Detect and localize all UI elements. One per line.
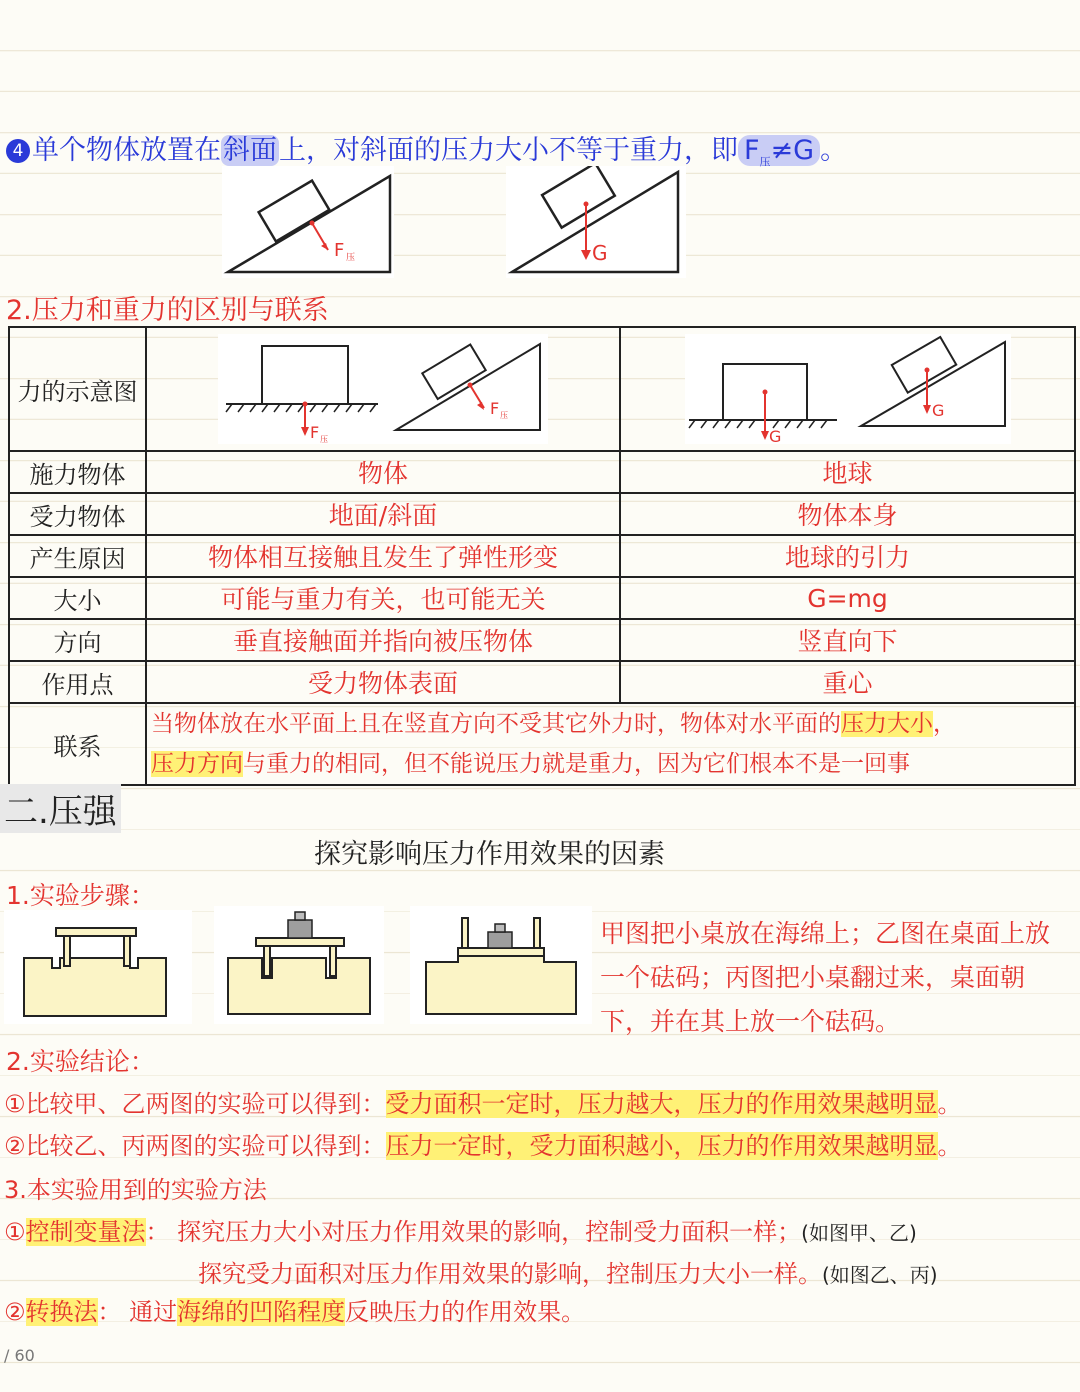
gravity-cell: 地球的引力 [620,535,1075,577]
experiment-figure-jia [4,910,192,1024]
experiment-figure-bing [410,906,592,1024]
page-number: / 60 [4,1346,35,1365]
row-label: 受力物体 [9,493,146,535]
incline-pressure-figure [222,166,394,278]
pressure-diagram-cell [146,327,620,451]
row-label: 方向 [9,619,146,661]
pressure-cell: 受力物体表面 [146,661,620,703]
row-label: 产生原因 [9,535,146,577]
svg-text:F: F [310,423,320,442]
pressure-cell: 垂直接触面并指向被压物体 [146,619,620,661]
svg-text:G: G [931,401,944,420]
gravity-cell: G=mg [620,577,1075,619]
method-2: ②转换法： 通过海绵的凹陷程度反映压力的作用效果。 [4,1298,586,1326]
pressure-cell: 地面/斜面 [146,493,620,535]
relation-cell: 当物体放在水平面上且在竖直方向不受其它外力时，物体对水平面的压力大小， 压力方向与重力的相同，但不能说压力就是重力，因为它们根本不是一回事 [146,703,1075,785]
svg-text:F: F [490,399,500,418]
experiment-title: 探究影响压力作用效果的因素 [314,839,665,870]
gravity-label: G [592,241,608,265]
svg-text:压: 压 [346,253,356,263]
gravity-cell: 重心 [620,661,1075,703]
method-1-line-2: 探究受力面积对压力作用效果的影响，控制压力大小一样。(如图乙、丙) [198,1260,938,1288]
gravity-cell: 地球 [620,451,1075,493]
method-1: ①控制变量法： 探究压力大小对压力作用效果的影响，控制受力面积一样；(如图甲、乙) [4,1218,917,1246]
steps-description: 甲图把小桌放在海绵上；乙图在桌面上放一个砝码；丙图把小桌翻过来，桌面朝下，并在其上放一个砝码。 [600,919,1051,1036]
pressure-cell: 物体相互接触且发生了弹性形变 [146,535,620,577]
conclusion-1: ①比较甲、乙两图的实验可以得到：受力面积一定时，压力越大，压力的作用效果越明显。 [4,1090,962,1118]
point-4-line: 4 单个物体放置在斜面上，对斜面的压力大小不等于重力，即 $F_压\ne G$ 。 [6,128,847,169]
svg-text:压: 压 [320,435,328,444]
pressure-cell: 可能与重力有关，也可能无关 [146,577,620,619]
incline-gravity-figure [506,166,686,278]
svg-text:压: 压 [500,411,508,420]
row-label-diagram: 力的示意图 [9,327,146,451]
pressure-diagrams [218,334,548,444]
force-label: F [334,240,345,261]
gravity-cell: 物体本身 [620,493,1075,535]
formula-pill: $F_压\ne G$ [738,135,820,166]
method-title: 3.本实验用到的实验方法 [4,1176,267,1204]
gravity-diagram-cell [620,327,1075,451]
section-title-difference: 2.压力和重力的区别与联系 [6,295,329,326]
section-title-pressure: 二.压强 [0,784,121,833]
steps-title: 1.实验步骤： [6,881,155,910]
row-label: 作用点 [9,661,146,703]
conclusion-title: 2.实验结论： [6,1047,155,1076]
pressure-cell: 物体 [146,451,620,493]
point-number-badge: 4 [6,139,30,163]
gravity-diagrams [685,334,1011,444]
gravity-cell: 竖直向下 [620,619,1075,661]
row-label: 施力物体 [9,451,146,493]
experiment-figure-yi [214,906,384,1024]
row-label: 大小 [9,577,146,619]
svg-text:G: G [768,427,781,444]
conclusion-2: ②比较乙、丙两图的实验可以得到：压力一定时，受力面积越小，压力的作用效果越明显。 [4,1132,962,1160]
row-label-relation: 联系 [9,703,146,785]
pressure-gravity-table [8,326,1076,786]
